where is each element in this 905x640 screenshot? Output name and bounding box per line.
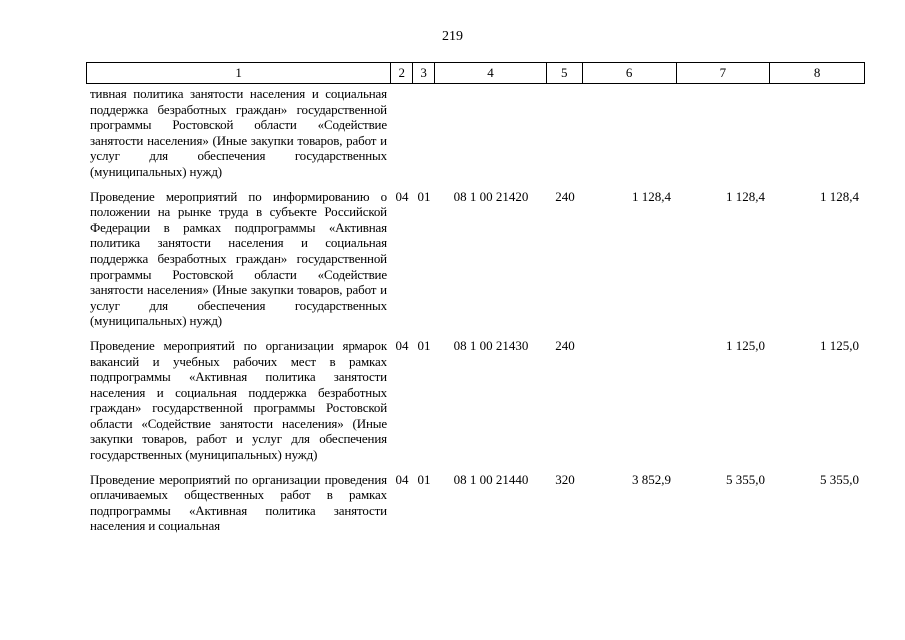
row-amount-8: 5 355,0 bbox=[820, 471, 859, 487]
row-amount-6 bbox=[583, 86, 677, 180]
row-amount-6: 1 128,4 bbox=[632, 188, 671, 204]
row-description: тивная политика занятости населения и социальная поддержка безработных граждан» государственной программы Ростовской области «Содействие занятости населения» (Иные закупки товаров, работ и услуг для обеспечения государственных (муниципальных) нужд) bbox=[90, 86, 387, 179]
row-amount-7: 1 128,4 bbox=[726, 188, 765, 204]
row-subsection: 01 bbox=[417, 471, 431, 487]
table-row bbox=[86, 189, 865, 329]
row-amount-7: 5 355,0 bbox=[726, 471, 765, 487]
page-number: 219 bbox=[442, 29, 463, 44]
column-header-8: 8 bbox=[813, 65, 821, 80]
row-subsection bbox=[413, 86, 435, 180]
row-section bbox=[391, 86, 413, 180]
table-row bbox=[86, 86, 865, 180]
row-subsection: 01 bbox=[417, 337, 431, 353]
column-header-2: 2 bbox=[391, 63, 413, 83]
table-row bbox=[86, 472, 865, 534]
table-header bbox=[86, 62, 865, 84]
row-target-code bbox=[435, 86, 547, 180]
row-amount-7 bbox=[677, 86, 771, 180]
column-header-7: 7 bbox=[677, 63, 771, 83]
row-target-code: 08 1 00 21420 bbox=[453, 188, 529, 204]
row-expense-type: 240 bbox=[555, 188, 575, 204]
table-body bbox=[86, 86, 865, 543]
row-amount-8: 1 125,0 bbox=[820, 337, 859, 353]
row-amount-6 bbox=[583, 338, 677, 463]
column-header-6: 6 bbox=[583, 63, 677, 83]
row-expense-type: 320 bbox=[555, 471, 575, 487]
row-target-code: 08 1 00 21430 bbox=[453, 337, 529, 353]
row-section: 04 bbox=[395, 471, 409, 487]
row-target-code: 08 1 00 21440 bbox=[453, 471, 529, 487]
column-header-4: 4 bbox=[435, 63, 547, 83]
column-header-1: 1 bbox=[87, 63, 391, 83]
row-amount-8: 1 128,4 bbox=[820, 188, 859, 204]
column-header-3: 3 bbox=[413, 63, 435, 83]
row-amount-7: 1 125,0 bbox=[726, 337, 765, 353]
row-description: Проведение мероприятий по организации проведения оплачиваемых общественных работ в рамках подпрограммы «Активная политика занятости населения и социальная bbox=[90, 471, 387, 534]
row-description: Проведение мероприятий по информированию о положении на рынке труда в субъекте Российской Федерации в рамках подпрограммы «Активная политика занятости населения и социальная поддержка безработных граждан» государственной программы Ростовской области «Содействие занятости населения» (Иные закупки товаров, работ и услуг для обеспечения государственных (муниципальных) нужд) bbox=[90, 188, 387, 329]
row-expense-type: 240 bbox=[555, 337, 575, 353]
row-amount-6: 3 852,9 bbox=[632, 471, 671, 487]
table-row bbox=[86, 338, 865, 463]
row-section: 04 bbox=[395, 188, 409, 204]
row-section: 04 bbox=[395, 337, 409, 353]
row-description: Проведение мероприятий по организации ярмарок вакансий и учебных рабочих мест в рамках подпрограммы «Активная политика занятости населения и социальная поддержка безработных граждан» государственной программы Ростовской области «Содействие занятости населения» (Иные закупки товаров, работ и услуг для обеспечения государственных (муниципальных) нужд) bbox=[90, 337, 387, 463]
row-amount-8 bbox=[771, 86, 865, 180]
row-subsection: 01 bbox=[417, 188, 431, 204]
column-header-5: 5 bbox=[547, 63, 583, 83]
row-expense-type bbox=[547, 86, 583, 180]
